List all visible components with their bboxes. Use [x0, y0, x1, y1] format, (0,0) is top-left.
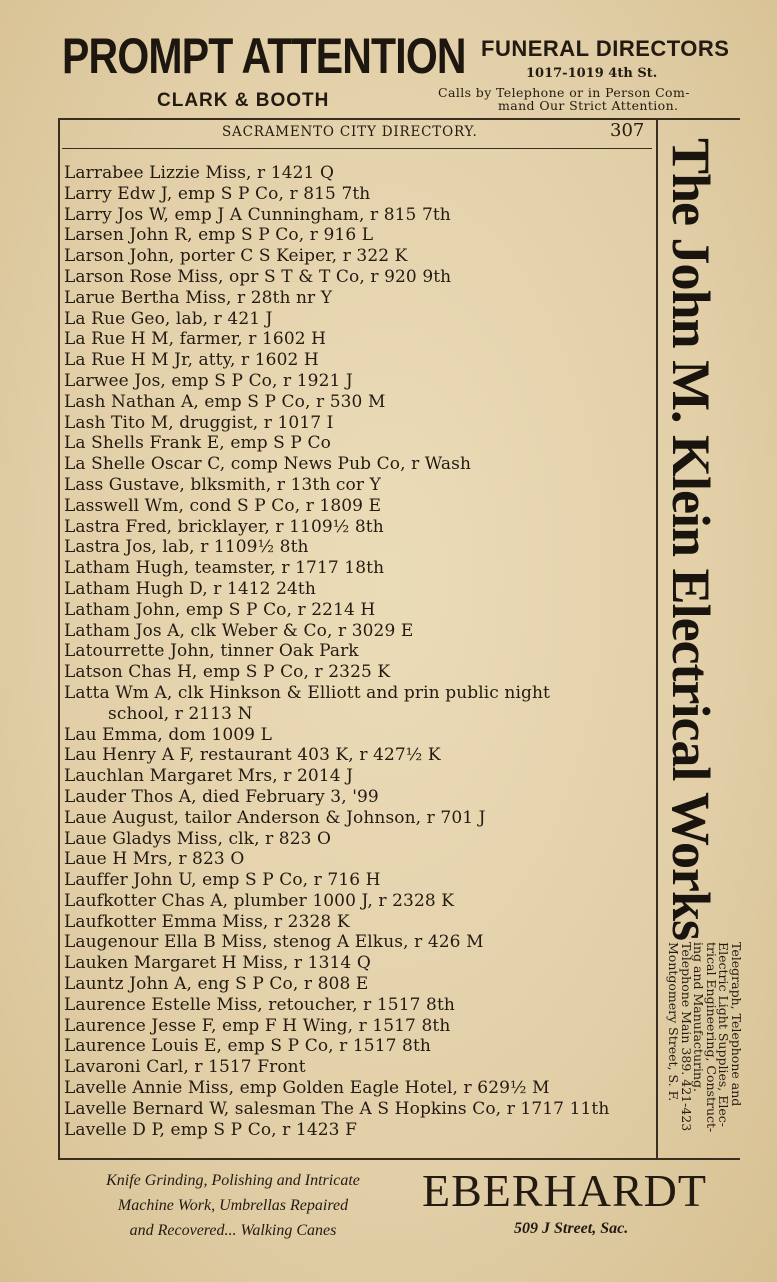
- klein-electrical-works-details: [666, 942, 742, 1132]
- footer-left-line-1: Knife Grinding, Polishing and Intricate: [106, 1172, 360, 1189]
- klein-electrical-works-title: The John M. Klein Electrical Works: [661, 138, 721, 940]
- page-number: 307: [610, 120, 645, 141]
- directory-entry: Lauder Thos A, died February 3, '99: [64, 786, 379, 807]
- directory-entry: Laurence Jesse F, emp F H Wing, r 1517 8th: [64, 1015, 451, 1036]
- directory-entry: Larry Edw J, emp S P Co, r 815 7th: [64, 183, 371, 204]
- directory-entry: Laufkotter Chas A, plumber 1000 J, r 2328 K: [64, 890, 455, 911]
- directory-entry: Lash Tito M, druggist, r 1017 I: [64, 412, 334, 433]
- directory-entry: Latham John, emp S P Co, r 2214 H: [64, 599, 376, 620]
- directory-entry: Lastra Jos, lab, r 1109½ 8th: [64, 537, 309, 558]
- knife-grinding-ad: [68, 1168, 398, 1243]
- side-ad-line: Electric Light Supplies, Elec-: [716, 942, 732, 1127]
- directory-entry: Launtz John A, eng S P Co, r 808 E: [64, 974, 369, 995]
- directory-entry: Lau Emma, dom 1009 L: [64, 724, 272, 745]
- directory-entry: Latson Chas H, emp S P Co, r 2325 K: [64, 662, 391, 683]
- eberhardt-address: 509 J Street, Sac.: [514, 1220, 629, 1237]
- head-rule: [62, 148, 652, 149]
- directory-entry: Laurence Louis E, emp S P Co, r 1517 8th: [64, 1036, 431, 1057]
- directory-entry: Latham Jos A, clk Weber & Co, r 3029 E: [64, 620, 414, 641]
- directory-entry: Latourrette John, tinner Oak Park: [64, 641, 359, 662]
- directory-entry: La Rue H M, farmer, r 1602 H: [64, 329, 327, 350]
- directory-entry: Larrabee Lizzie Miss, r 1421 Q: [64, 163, 334, 183]
- directory-entry: Lavaroni Carl, r 1517 Front: [64, 1057, 306, 1078]
- directory-entry: Lastra Fred, bricklayer, r 1109½ 8th: [64, 516, 384, 537]
- directory-entry: Larry Jos W, emp J A Cunningham, r 815 7th: [64, 204, 451, 225]
- side-ad-line: Telegraph, Telephone and: [729, 942, 744, 1107]
- directory-entry: Lash Nathan A, emp S P Co, r 530 M: [64, 391, 386, 412]
- directory-entry: Lauchlan Margaret Mrs, r 2014 J: [64, 766, 354, 787]
- directory-entry: Lasswell Wm, cond S P Co, r 1809 E: [64, 495, 382, 516]
- clark-booth-name: CLARK & BOOTH: [157, 90, 330, 111]
- funeral-directors-text: [438, 86, 738, 112]
- prompt-attention-headline: PROMPT ATTENTION: [62, 28, 466, 84]
- funeral-directors-address: 1017-1019 4th St.: [526, 66, 658, 81]
- directory-entry: Latham Hugh D, r 1412 24th: [64, 578, 316, 599]
- frame-bottom-rule: [58, 1158, 740, 1160]
- directory-entry: Larwee Jos, emp S P Co, r 1921 J: [64, 370, 353, 391]
- funeral-text-line-1: Calls by Telephone or in Person Com-: [438, 85, 690, 100]
- side-ad-line: ing and Manufacturing.: [691, 942, 707, 1093]
- side-ad-line: Montgomery Street, S. F.: [666, 942, 682, 1102]
- directory-entry: Lavelle Annie Miss, emp Golden Eagle Hotel, r 629½ M: [64, 1078, 550, 1099]
- eberhardt-name: EBERHARDT: [422, 1165, 707, 1216]
- directory-entry: Laue H Mrs, r 823 O: [64, 849, 245, 870]
- footer-left-line-3: and Recovered... Walking Canes: [129, 1222, 337, 1239]
- directory-entry: La Shelle Oscar C, comp News Pub Co, r Wash: [64, 454, 472, 475]
- side-ad-line: Telephone Main 389. 421-423: [678, 942, 694, 1132]
- entry-line-2: school, r 2113 N: [108, 703, 253, 724]
- directory-entries: [64, 163, 658, 1140]
- directory-entry: Lavelle Bernard W, salesman The A S Hopkins Co, r 1717 11th: [64, 1098, 610, 1119]
- directory-entry: Larue Bertha Miss, r 28th nr Y: [64, 287, 333, 308]
- directory-entry: Laurence Estelle Miss, retoucher, r 1517 8th: [64, 994, 455, 1015]
- directory-entry-multiline: [64, 683, 658, 725]
- directory-entry: Larsen John R, emp S P Co, r 916 L: [64, 225, 374, 246]
- directory-entry: Latham Hugh, teamster, r 1717 18th: [64, 558, 385, 579]
- directory-entry: Lavelle D P, emp S P Co, r 1423 F: [64, 1119, 357, 1140]
- running-head: SACRAMENTO CITY DIRECTORY.: [222, 124, 478, 140]
- entry-line-1: Latta Wm A, clk Hinkson & Elliott and prin public night: [64, 682, 550, 703]
- directory-entry: Laufkotter Emma Miss, r 2328 K: [64, 911, 350, 932]
- directory-entry: Laue Gladys Miss, clk, r 823 O: [64, 828, 332, 849]
- directory-entry: Larson John, porter C S Keiper, r 322 K: [64, 246, 408, 267]
- directory-entry: Lass Gustave, blksmith, r 13th cor Y: [64, 474, 381, 495]
- directory-entry: La Rue Geo, lab, r 421 J: [64, 308, 273, 329]
- directory-entry: Lauken Margaret H Miss, r 1314 Q: [64, 953, 371, 974]
- side-ad-line: trical Engineering, Construct-: [703, 942, 719, 1133]
- frame-left-rule: [58, 118, 60, 1160]
- directory-entry: Lauffer John U, emp S P Co, r 716 H: [64, 870, 381, 891]
- directory-entry: La Rue H M Jr, atty, r 1602 H: [64, 350, 319, 371]
- directory-entry: Laugenour Ella B Miss, stenog A Elkus, r 426 M: [64, 932, 484, 953]
- footer-left-line-2: Machine Work, Umbrellas Repaired: [117, 1197, 349, 1214]
- funeral-text-line-2: mand Our Strict Attention.: [498, 98, 679, 113]
- directory-entry: La Shells Frank E, emp S P Co: [64, 433, 331, 454]
- funeral-directors-title: FUNERAL DIRECTORS: [481, 36, 730, 61]
- directory-entry: Larson Rose Miss, opr S T & T Co, r 920 9th: [64, 266, 452, 287]
- directory-entry: Laue August, tailor Anderson & Johnson, r 701 J: [64, 807, 486, 828]
- directory-entry: Lau Henry A F, restaurant 403 K, r 427½ K: [64, 745, 441, 766]
